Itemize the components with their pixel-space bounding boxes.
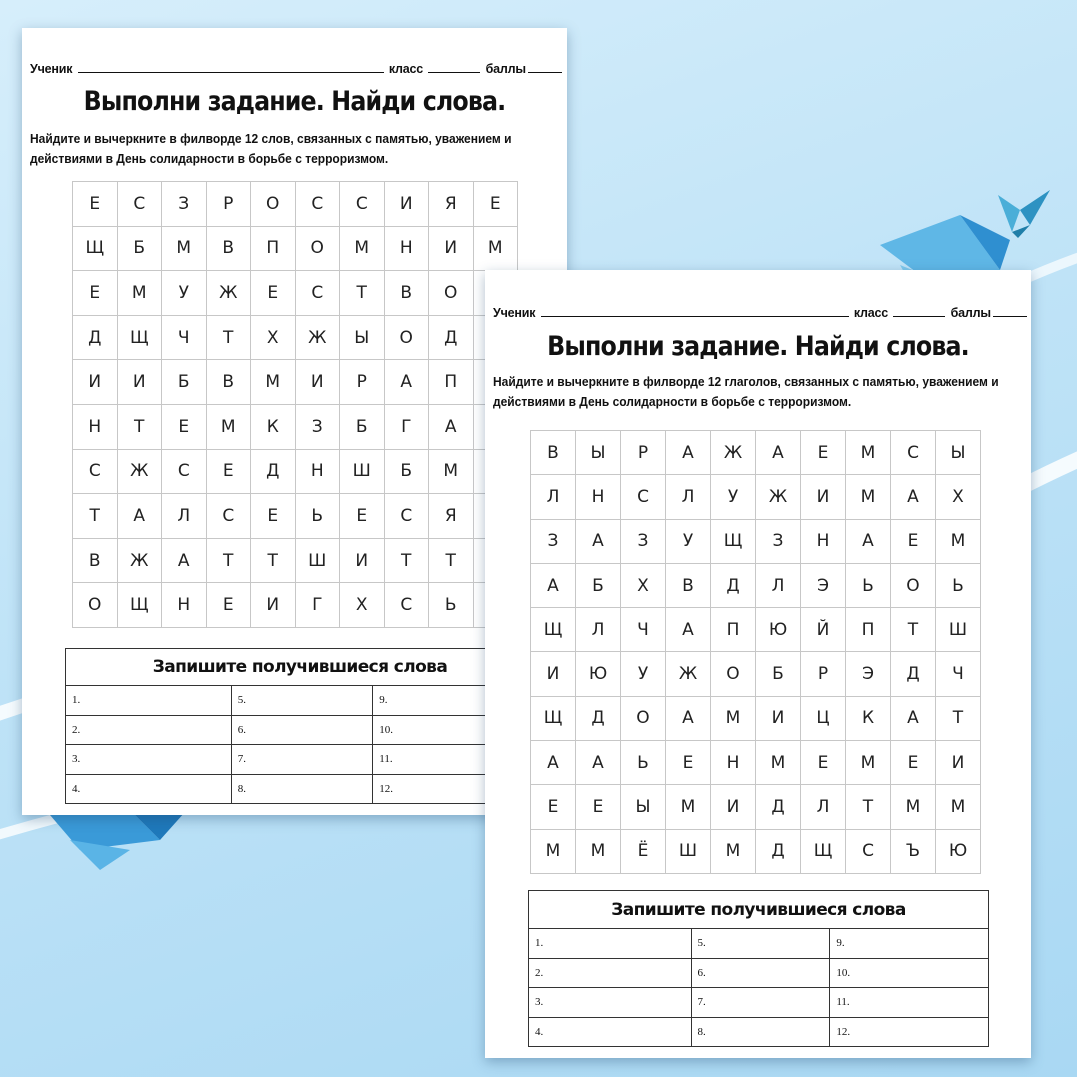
grid-cell[interactable]: И — [801, 475, 846, 519]
grid-cell[interactable]: В — [531, 431, 576, 475]
grid-cell[interactable]: В — [73, 538, 118, 583]
grid-cell[interactable]: Е — [73, 182, 118, 227]
grid-cell[interactable]: З — [295, 404, 340, 449]
grid-cell[interactable]: Б — [117, 226, 162, 271]
grid-cell[interactable]: Р — [801, 652, 846, 696]
grid-cell[interactable]: К — [846, 696, 891, 740]
grid-cell[interactable]: Ч — [621, 608, 666, 652]
grid-cell[interactable]: Б — [384, 449, 429, 494]
grid-cell[interactable]: М — [756, 741, 801, 785]
grid-cell[interactable]: Л — [162, 494, 207, 539]
grid-cell[interactable]: П — [429, 360, 474, 405]
grid-cell[interactable]: И — [295, 360, 340, 405]
grid-cell[interactable]: Е — [801, 431, 846, 475]
answer-slot[interactable]: 3. — [529, 988, 692, 1018]
grid-cell[interactable]: М — [846, 475, 891, 519]
class-label: класс — [388, 62, 424, 76]
score-label: баллы — [950, 306, 991, 320]
grid-cell[interactable]: Е — [251, 494, 296, 539]
grid-cell[interactable]: Ю — [756, 608, 801, 652]
grid-cell[interactable]: Э — [801, 563, 846, 607]
worksheet-title: Выполни задание. Найди слова. — [83, 86, 506, 117]
answer-row — [66, 715, 535, 745]
grid-cell[interactable]: Ш — [666, 829, 711, 873]
grid-cell[interactable]: Е — [891, 519, 936, 563]
worksheet-title: Выполни задание. Найди слова. — [547, 331, 969, 362]
grid-cell[interactable]: Х — [621, 563, 666, 607]
grid-cell[interactable]: Н — [711, 741, 756, 785]
answer-slot[interactable]: 1. — [529, 929, 692, 959]
grid-cell[interactable]: М — [206, 404, 251, 449]
student-label: Ученик — [30, 62, 73, 76]
answer-slot[interactable]: 8. — [231, 774, 373, 804]
grid-cell[interactable]: Е — [531, 785, 576, 829]
grid-cell[interactable]: Е — [206, 449, 251, 494]
grid-cell[interactable]: Е — [801, 741, 846, 785]
grid-cell[interactable]: Е — [73, 271, 118, 316]
grid-cell[interactable]: Ь — [429, 583, 474, 628]
student-label: Ученик — [493, 306, 536, 320]
grid-cell[interactable]: О — [384, 315, 429, 360]
grid-cell[interactable]: Щ — [531, 608, 576, 652]
answer-slot[interactable]: 5. — [231, 686, 373, 716]
answer-row — [66, 774, 535, 804]
grid-cell[interactable]: Щ — [801, 829, 846, 873]
grid-cell[interactable]: Л — [531, 475, 576, 519]
grid-cell[interactable]: А — [756, 431, 801, 475]
grid-cell[interactable]: Д — [576, 696, 621, 740]
grid-cell[interactable]: Ж — [295, 315, 340, 360]
grid-cell[interactable]: Р — [340, 360, 385, 405]
grid-cell[interactable]: Е — [891, 741, 936, 785]
answer-slot[interactable]: 3. — [66, 745, 232, 775]
grid-cell[interactable]: М — [473, 226, 518, 271]
grid-row — [73, 404, 518, 449]
grid-cell[interactable]: П — [711, 608, 756, 652]
grid-cell[interactable]: Ы — [340, 315, 385, 360]
grid-cell[interactable]: Г — [295, 583, 340, 628]
grid-cell[interactable]: Ё — [621, 829, 666, 873]
grid-cell[interactable]: М — [711, 696, 756, 740]
grid-cell[interactable]: А — [117, 494, 162, 539]
grid-cell[interactable]: А — [891, 475, 936, 519]
grid-cell[interactable]: А — [666, 608, 711, 652]
instruction-text: Найдите и вычеркните в филворде 12 глаголов, связанных с памятью, уважением и действиями в День солидарности в борьбе с терроризмом. — [493, 375, 999, 409]
grid-row — [531, 431, 981, 475]
answer-slot[interactable]: 9. — [830, 929, 989, 959]
grid-cell[interactable]: Н — [162, 583, 207, 628]
grid-cell[interactable]: М — [251, 360, 296, 405]
answer-slot[interactable]: 10. — [830, 958, 989, 988]
grid-row — [531, 741, 981, 785]
grid-row — [531, 829, 981, 873]
grid-cell[interactable]: У — [666, 519, 711, 563]
grid-cell[interactable]: И — [936, 741, 981, 785]
answer-slot[interactable]: 11. — [373, 745, 535, 775]
grid-cell[interactable]: Щ — [117, 315, 162, 360]
grid-cell[interactable]: С — [295, 271, 340, 316]
grid-cell[interactable]: М — [666, 785, 711, 829]
score-label: баллы — [485, 62, 526, 76]
grid-cell[interactable]: Р — [206, 182, 251, 227]
grid-cell[interactable]: А — [576, 519, 621, 563]
grid-cell[interactable]: С — [340, 182, 385, 227]
answers-table — [528, 890, 989, 1047]
grid-cell[interactable]: Н — [801, 519, 846, 563]
grid-cell[interactable]: З — [621, 519, 666, 563]
grid-cell[interactable]: Т — [251, 538, 296, 583]
grid-cell[interactable]: А — [429, 404, 474, 449]
grid-cell[interactable]: Ь — [846, 563, 891, 607]
grid-cell[interactable]: С — [73, 449, 118, 494]
grid-cell[interactable]: Т — [73, 494, 118, 539]
grid-row — [531, 475, 981, 519]
grid-cell[interactable]: И — [531, 652, 576, 696]
grid-cell[interactable]: М — [531, 829, 576, 873]
grid-cell[interactable]: М — [711, 829, 756, 873]
grid-cell[interactable]: М — [846, 741, 891, 785]
grid-cell[interactable]: Т — [340, 271, 385, 316]
grid-cell[interactable]: Ж — [666, 652, 711, 696]
grid-cell[interactable]: М — [891, 785, 936, 829]
grid-cell[interactable]: Д — [711, 563, 756, 607]
answer-slot[interactable]: 6. — [691, 958, 830, 988]
grid-cell[interactable]: Ы — [936, 431, 981, 475]
grid-row — [73, 182, 518, 227]
grid-cell[interactable]: Ш — [340, 449, 385, 494]
grid-cell[interactable]: Ы — [576, 431, 621, 475]
grid-cell[interactable]: М — [936, 519, 981, 563]
grid-cell[interactable]: И — [384, 182, 429, 227]
answer-slot[interactable]: 7. — [691, 988, 830, 1018]
student-name-blank[interactable] — [541, 315, 849, 317]
grid-cell[interactable]: Щ — [711, 519, 756, 563]
answer-row — [529, 988, 989, 1018]
grid-cell[interactable]: Д — [756, 829, 801, 873]
instruction-text: Найдите и вычеркните в филворде 12 слов, связанных с памятью, уважением и действиями в День солидарности в борьбе с терроризмом. — [30, 132, 512, 166]
grid-cell[interactable]: А — [384, 360, 429, 405]
grid-cell[interactable]: П — [251, 226, 296, 271]
answer-slot[interactable]: 4. — [66, 774, 232, 804]
answers-title: Запишите получившиеся слова — [529, 891, 989, 929]
grid-cell[interactable]: Н — [73, 404, 118, 449]
answer-slot[interactable]: 10. — [373, 715, 535, 745]
class-blank[interactable] — [893, 315, 945, 317]
grid-cell[interactable]: С — [846, 829, 891, 873]
grid-cell[interactable]: Т — [846, 785, 891, 829]
grid-cell[interactable]: У — [162, 271, 207, 316]
grid-cell[interactable]: Т — [936, 696, 981, 740]
grid-cell[interactable]: А — [576, 741, 621, 785]
grid-cell[interactable]: О — [295, 226, 340, 271]
grid-cell[interactable]: Е — [340, 494, 385, 539]
grid-row — [73, 271, 518, 316]
grid-cell[interactable]: В — [666, 563, 711, 607]
grid-cell[interactable]: Т — [117, 404, 162, 449]
answer-slot[interactable]: 5. — [691, 929, 830, 959]
worksheet-front — [485, 270, 1031, 1058]
grid-cell[interactable]: Ж — [117, 538, 162, 583]
grid-cell[interactable]: Ш — [936, 608, 981, 652]
grid-cell[interactable]: О — [251, 182, 296, 227]
grid-cell[interactable]: Ч — [162, 315, 207, 360]
grid-cell[interactable]: М — [846, 431, 891, 475]
grid-cell[interactable]: Ж — [206, 271, 251, 316]
grid-row — [73, 494, 518, 539]
grid-cell[interactable]: В — [206, 360, 251, 405]
grid-cell[interactable]: Щ — [73, 226, 118, 271]
score-blank[interactable] — [528, 71, 562, 73]
grid-cell[interactable]: Ь — [936, 563, 981, 607]
grid-cell[interactable]: З — [162, 182, 207, 227]
grid-cell[interactable]: Э — [846, 652, 891, 696]
answer-slot[interactable]: 8. — [691, 1017, 830, 1047]
grid-cell[interactable]: М — [936, 785, 981, 829]
grid-cell[interactable]: Е — [162, 404, 207, 449]
answer-slot[interactable]: 2. — [529, 958, 692, 988]
grid-cell[interactable]: А — [162, 538, 207, 583]
grid-cell[interactable]: И — [711, 785, 756, 829]
grid-cell[interactable]: Е — [473, 182, 518, 227]
answer-row — [529, 958, 989, 988]
grid-cell[interactable]: М — [162, 226, 207, 271]
grid-cell[interactable]: О — [429, 271, 474, 316]
grid-row — [73, 226, 518, 271]
grid-row — [73, 583, 518, 628]
grid-cell[interactable]: Е — [206, 583, 251, 628]
grid-row — [531, 652, 981, 696]
grid-cell[interactable]: Ц — [801, 696, 846, 740]
grid-cell[interactable]: Я — [429, 182, 474, 227]
grid-cell[interactable]: У — [711, 475, 756, 519]
grid-cell[interactable]: В — [384, 271, 429, 316]
grid-cell[interactable]: О — [73, 583, 118, 628]
grid-cell[interactable]: Ш — [295, 538, 340, 583]
answer-slot[interactable]: 2. — [66, 715, 232, 745]
grid-cell[interactable]: С — [206, 494, 251, 539]
answer-slot[interactable]: 1. — [66, 686, 232, 716]
grid-cell[interactable]: А — [666, 431, 711, 475]
grid-cell[interactable]: И — [117, 360, 162, 405]
word-search-grid — [72, 181, 518, 628]
grid-cell[interactable]: Т — [891, 608, 936, 652]
answers-title: Запишите получившиеся слова — [66, 649, 535, 686]
grid-cell[interactable]: Д — [73, 315, 118, 360]
grid-row — [73, 315, 518, 360]
answer-row — [529, 929, 989, 959]
grid-cell[interactable]: Б — [162, 360, 207, 405]
grid-cell[interactable]: Ъ — [891, 829, 936, 873]
grid-cell[interactable]: А — [891, 696, 936, 740]
answer-row — [66, 745, 535, 775]
grid-cell[interactable]: М — [117, 271, 162, 316]
grid-cell[interactable]: А — [531, 563, 576, 607]
grid-cell[interactable]: Ь — [621, 741, 666, 785]
grid-cell[interactable]: Ь — [295, 494, 340, 539]
grid-cell[interactable]: А — [531, 741, 576, 785]
grid-cell[interactable]: Щ — [117, 583, 162, 628]
grid-cell[interactable]: М — [576, 829, 621, 873]
grid-cell[interactable]: Щ — [531, 696, 576, 740]
grid-cell[interactable]: С — [295, 182, 340, 227]
answer-row — [66, 686, 535, 716]
grid-cell[interactable]: Х — [340, 583, 385, 628]
grid-cell[interactable]: Г — [384, 404, 429, 449]
grid-cell[interactable]: Л — [801, 785, 846, 829]
answer-slot[interactable]: 4. — [529, 1017, 692, 1047]
grid-cell[interactable]: Т — [206, 538, 251, 583]
grid-cell[interactable]: Е — [576, 785, 621, 829]
grid-cell[interactable]: Я — [429, 494, 474, 539]
grid-cell[interactable]: С — [384, 494, 429, 539]
grid-cell[interactable]: К — [251, 404, 296, 449]
grid-cell[interactable]: Т — [429, 538, 474, 583]
answers-table — [65, 648, 535, 804]
student-name-blank[interactable] — [78, 71, 384, 73]
grid-cell[interactable]: Е — [666, 741, 711, 785]
grid-row — [73, 538, 518, 583]
class-blank[interactable] — [428, 71, 480, 73]
grid-cell[interactable]: Н — [576, 475, 621, 519]
grid-cell[interactable]: С — [162, 449, 207, 494]
grid-cell[interactable]: Х — [251, 315, 296, 360]
grid-cell[interactable]: А — [666, 696, 711, 740]
grid-cell[interactable]: Ж — [711, 431, 756, 475]
answer-slot[interactable]: 9. — [373, 686, 535, 716]
grid-cell[interactable]: З — [531, 519, 576, 563]
grid-cell[interactable]: Ж — [117, 449, 162, 494]
grid-cell[interactable]: Й — [801, 608, 846, 652]
grid-cell[interactable]: О — [711, 652, 756, 696]
grid-cell[interactable]: Л — [756, 563, 801, 607]
grid-cell[interactable]: М — [340, 226, 385, 271]
grid-cell[interactable]: О — [891, 563, 936, 607]
answer-row — [529, 1017, 989, 1047]
grid-row — [531, 563, 981, 607]
grid-cell[interactable]: Л — [666, 475, 711, 519]
grid-cell[interactable]: Б — [756, 652, 801, 696]
score-blank[interactable] — [993, 315, 1027, 317]
answer-slot[interactable]: 11. — [830, 988, 989, 1018]
grid-cell[interactable]: Д — [891, 652, 936, 696]
word-search-grid — [530, 430, 981, 874]
grid-cell[interactable]: М — [429, 449, 474, 494]
grid-cell[interactable]: Ы — [621, 785, 666, 829]
grid-cell[interactable]: Л — [576, 608, 621, 652]
grid-cell[interactable]: Ж — [756, 475, 801, 519]
grid-row — [531, 696, 981, 740]
grid-cell[interactable]: Т — [206, 315, 251, 360]
grid-cell[interactable]: С — [117, 182, 162, 227]
answer-slot[interactable]: 12. — [373, 774, 535, 804]
grid-cell[interactable]: Н — [384, 226, 429, 271]
grid-cell[interactable]: Б — [340, 404, 385, 449]
grid-cell[interactable]: Т — [384, 538, 429, 583]
grid-cell[interactable]: Д — [251, 449, 296, 494]
answer-slot[interactable]: 12. — [830, 1017, 989, 1047]
grid-cell[interactable]: Б — [576, 563, 621, 607]
answer-slot[interactable]: 7. — [231, 745, 373, 775]
grid-cell[interactable]: И — [251, 583, 296, 628]
grid-row — [73, 360, 518, 405]
grid-cell[interactable]: Х — [936, 475, 981, 519]
grid-cell[interactable]: И — [340, 538, 385, 583]
student-info-line — [30, 62, 559, 76]
dove-icon — [998, 190, 1050, 238]
answer-slot[interactable]: 6. — [231, 715, 373, 745]
class-label: класс — [853, 306, 889, 320]
grid-cell[interactable]: И — [756, 696, 801, 740]
student-info-line — [493, 306, 1023, 320]
grid-cell[interactable]: И — [73, 360, 118, 405]
grid-cell[interactable]: Ч — [936, 652, 981, 696]
grid-row — [73, 449, 518, 494]
grid-cell[interactable]: З — [756, 519, 801, 563]
grid-cell[interactable]: Д — [429, 315, 474, 360]
grid-cell[interactable]: Ю — [576, 652, 621, 696]
grid-cell[interactable]: С — [384, 583, 429, 628]
grid-row — [531, 519, 981, 563]
grid-cell[interactable]: А — [846, 519, 891, 563]
grid-cell[interactable]: У — [621, 652, 666, 696]
grid-cell[interactable]: Р — [621, 431, 666, 475]
grid-cell[interactable]: И — [429, 226, 474, 271]
grid-row — [531, 608, 981, 652]
grid-row — [531, 785, 981, 829]
grid-cell[interactable]: О — [621, 696, 666, 740]
grid-cell[interactable]: Н — [295, 449, 340, 494]
grid-cell[interactable]: С — [891, 431, 936, 475]
grid-cell[interactable]: Ю — [936, 829, 981, 873]
grid-cell[interactable]: С — [621, 475, 666, 519]
grid-cell[interactable]: П — [846, 608, 891, 652]
grid-cell[interactable]: В — [206, 226, 251, 271]
grid-cell[interactable]: Е — [251, 271, 296, 316]
grid-cell[interactable]: Д — [756, 785, 801, 829]
